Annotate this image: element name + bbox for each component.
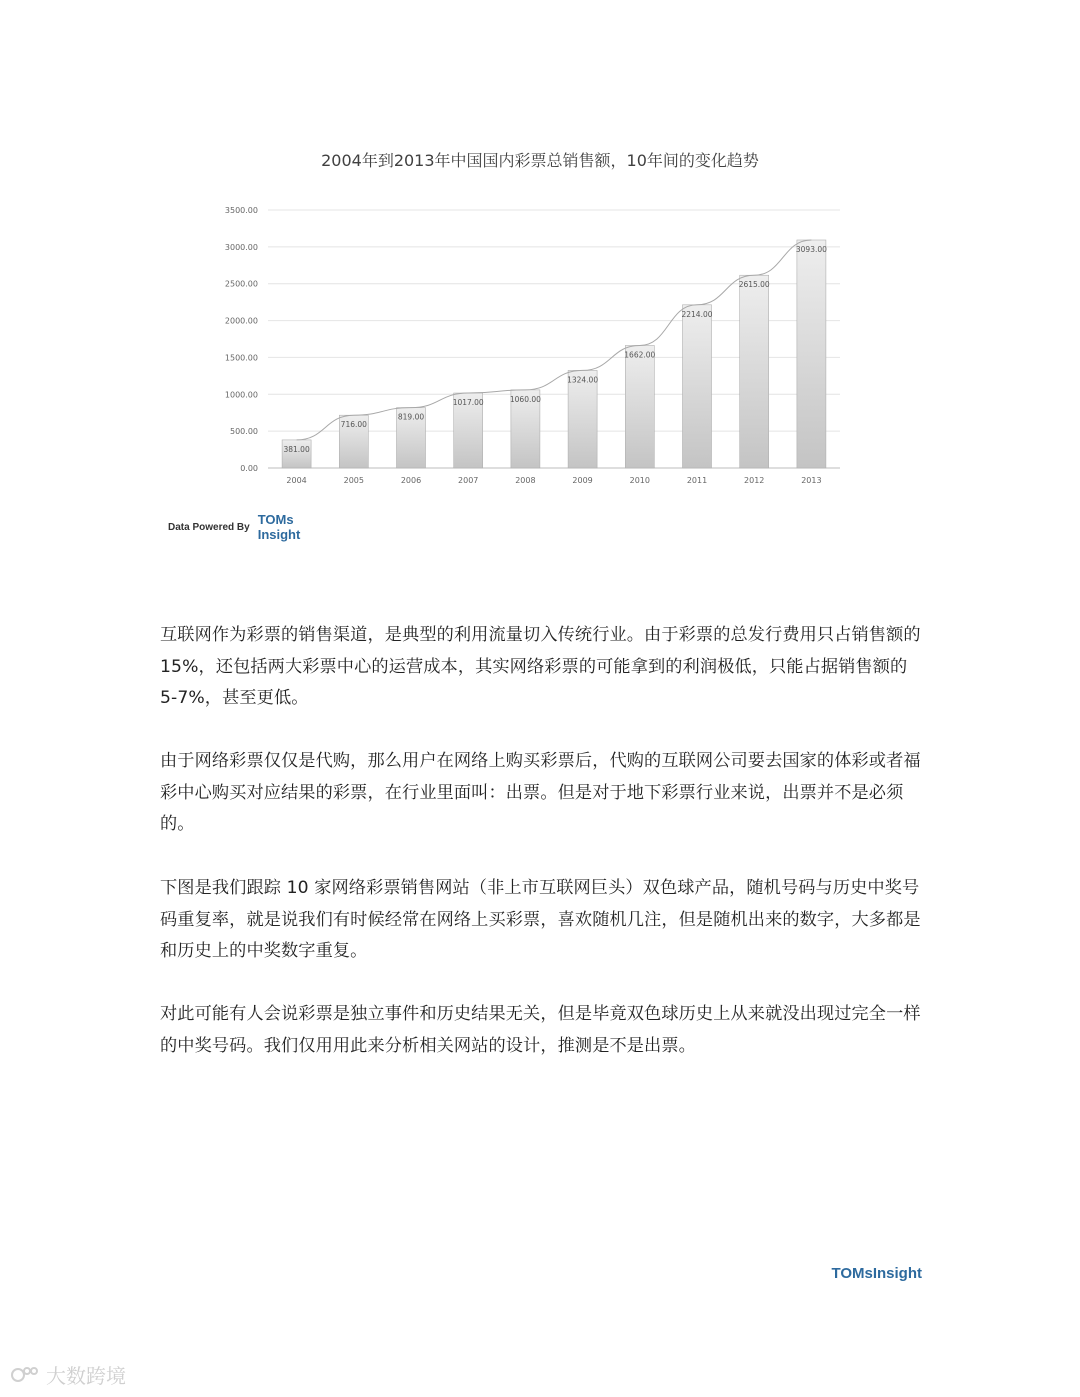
x-tick-label: 2007 [458,476,479,485]
footer-brand: TOMsInsight [831,1265,922,1282]
paragraph-2: 由于网络彩票仅仅是代购，那么用户在网络上购买彩票后，代购的互联网公司要去国家的体彩或者福彩中心购买对应结果的彩票，在行业里面叫：出票。但是对于地下彩票行业来说，出票并不是必须的。 [160,751,921,834]
bar-2009 [568,370,597,468]
watermark-text: 大数跨境 [46,1364,126,1388]
data-label: 3093.00 [795,245,827,255]
data-label: 1662.00 [624,350,656,360]
x-tick-label: 2010 [629,476,650,485]
y-tick-label: 0.00 [240,464,258,473]
y-tick-label: 3500.00 [224,206,258,215]
x-tick-label: 2008 [515,476,536,485]
data-label: 2214.00 [681,309,713,319]
x-tick-label: 2006 [400,476,422,485]
data-powered-label: Data Powered By [168,521,250,533]
y-tick-label: 1000.00 [224,390,258,400]
data-label: 1017.00 [452,398,484,408]
chart-title: 2004年到2013年中国国内彩票总销售额，10年间的变化趋势 [321,151,759,170]
paragraph-1: 互联网作为彩票的销售渠道，是典型的利用流量切入传统行业。由于彩票的总发行费用只占销售额的 15%，还包括两大彩票中心的运营成本，其实网络彩票的可能拿到的利润极低，只能占据销售额的 5-7%，甚至更低。 [160,625,921,708]
x-tick-label: 2012 [744,476,765,485]
data-label: 1060.00 [509,394,541,404]
logo-line-2: Insight [257,527,301,542]
x-tick-label: 2011 [686,476,708,485]
y-tick-label: 500.00 [230,427,258,437]
bar-2012 [740,275,769,468]
trend-line [297,240,812,440]
y-tick-label: 1500.00 [224,353,258,363]
watermark [10,1360,126,1389]
data-source [168,512,300,542]
data-label: 2615.00 [738,280,770,290]
bar-chart [0,190,1080,500]
data-label: 1324.00 [567,375,599,385]
y-tick-label: 2000.00 [224,316,258,326]
y-tick-label: 3000.00 [224,242,258,252]
bar-2011 [683,305,712,468]
bar-2010 [625,345,654,468]
logo-line-1: TOMs [257,512,294,527]
paragraph-3: 下图是我们跟踪 10 家网络彩票销售网站（非上市互联网巨头）双色球产品，随机号码与历史中奖号码重复率，就是说我们有时候经常在网络上买彩票，喜欢随机几注，但是随机出来的数字，大多都是和历史上的中奖数字重复。 [160,878,921,961]
x-tick-label: 2004 [286,476,307,485]
data-label: 716.00 [340,420,367,430]
toms-insight-logo [258,512,301,542]
x-tick-label: 2013 [801,476,822,485]
data-label: 381.00 [283,444,310,454]
y-tick-label: 2500.00 [224,279,258,289]
watermark-logo-icon [10,1364,40,1386]
x-tick-label: 2009 [572,476,593,485]
bar-2013 [797,240,826,468]
paragraph-4: 对此可能有人会说彩票是独立事件和历史结果无关，但是毕竟双色球历史上从来就没出现过完全一样的中奖号码。我们仅用用此来分析相关网站的设计，推测是不是出票。 [160,1004,921,1056]
x-tick-label: 2005 [343,476,364,485]
data-label: 819.00 [397,412,425,422]
